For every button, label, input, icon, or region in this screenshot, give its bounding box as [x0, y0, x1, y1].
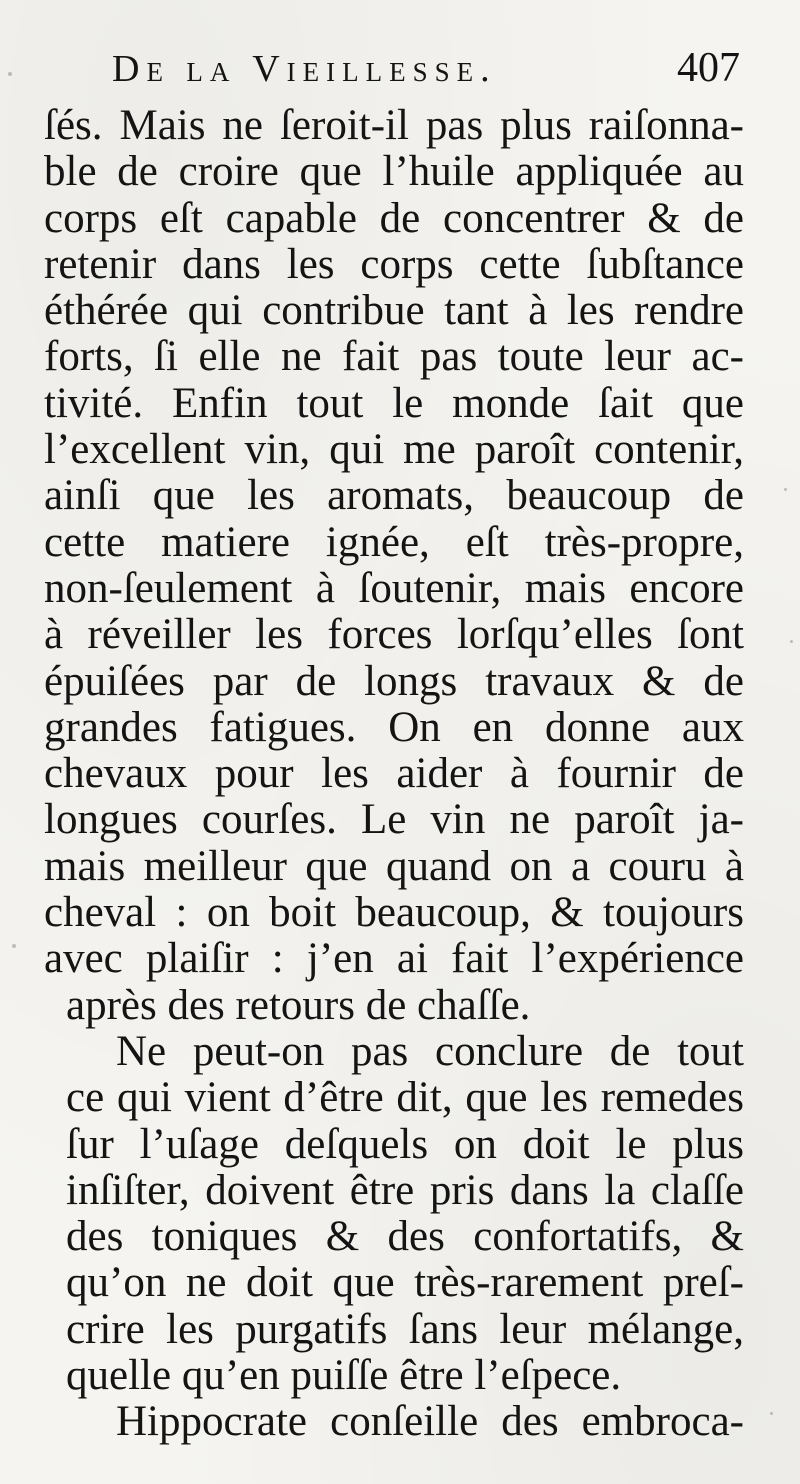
page-header	[112, 44, 740, 102]
body-text	[44, 103, 744, 1446]
text-line: l’excellent vin, qui me paroît contenir,	[44, 426, 744, 474]
text-line: ainſi que les aromats, beaucoup de	[44, 472, 744, 520]
text-line: corps eſt capable de concentrer & de	[44, 194, 744, 242]
text-line: ſés. Mais ne ſeroit-il pas plus raiſonna-	[44, 102, 744, 149]
text-line: à réveiller les forces lorſqu’elles ſont	[44, 611, 744, 659]
text-line: non-ſeulement à ſoutenir, mais encore	[44, 564, 744, 612]
text-line: cette matiere ignée, eſt très-propre,	[44, 518, 744, 566]
text-line: longues courſes. Le vin ne paroît ja-	[44, 796, 744, 844]
text-line: tivité. Enfin tout le monde ſait que	[44, 379, 744, 427]
text-line: retenir dans les corps cette ſubſtance	[44, 240, 744, 288]
paragraph-start-line: Ne peut-on pas conclure de tout	[116, 1027, 744, 1075]
text-line: éthérée qui contribue tant à les rendre	[44, 287, 744, 335]
text-line: ce qui vient d’être dit, que les remedes	[66, 1074, 744, 1122]
running-title: De la Vieillesse.	[112, 48, 497, 90]
text-line: inſiſter, doivent être pris dans la claſſe	[66, 1166, 744, 1214]
paper-speck	[790, 640, 793, 643]
paper-speck	[770, 1412, 773, 1415]
text-line: crire les purgatifs ſans leur mélange,	[66, 1305, 744, 1353]
paper-speck	[784, 488, 787, 491]
text-line: des toniques & des confortatifs, &	[66, 1213, 744, 1261]
text-line: ſur l’uſage deſquels on doit le plus	[66, 1120, 744, 1168]
text-line: avec plaiſir : j’en ai fait l’expérience	[44, 935, 744, 983]
text-line: épuiſées par de longs travaux & de	[44, 657, 744, 705]
text-line: cheval : on boit beaucoup, & toujours	[44, 889, 744, 937]
page-number: 407	[677, 45, 740, 91]
text-line: chevaux pour les aider à fournir de	[44, 750, 744, 798]
paragraph-end-line: quelle qu’en puiſſe être l’eſpece.	[66, 1352, 622, 1400]
text-line: forts, ſi elle ne fait pas toute leur ac-	[44, 333, 744, 381]
text-line: qu’on ne doit que très-rarement preſ-	[66, 1259, 744, 1307]
text-line: grandes fatigues. On en donne aux	[44, 703, 744, 751]
paper-speck	[8, 72, 12, 76]
paper-speck	[12, 944, 16, 948]
text-line: ble de croire que l’huile appliquée au	[44, 148, 744, 196]
paragraph-start-line: Hippocrate conſeille des embroca-	[116, 1398, 744, 1446]
paragraph-end-line: après des retours de chaſſe.	[66, 981, 531, 1029]
text-line: mais meilleur que quand on a couru à	[44, 842, 744, 890]
